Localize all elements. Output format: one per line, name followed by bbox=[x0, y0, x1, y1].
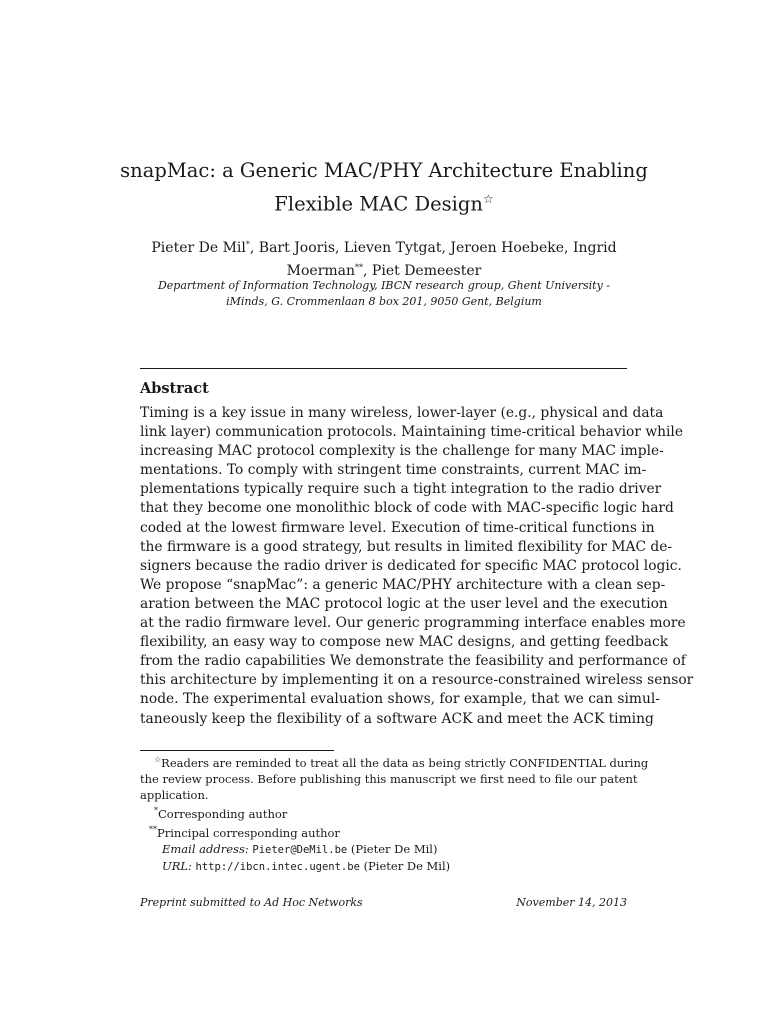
url-label: URL: bbox=[162, 859, 192, 873]
abstract-top-rule bbox=[140, 368, 627, 369]
footnote-principal bbox=[140, 822, 627, 841]
abstract-heading: Abstract bbox=[140, 380, 209, 397]
affiliation-line-2: iMinds, G. Crommenlaan 8 box 201, 9050 Gent, Belgium bbox=[226, 295, 542, 308]
author-names: , Piet Demeester bbox=[363, 263, 482, 279]
author-name: Pieter De Mil bbox=[151, 240, 246, 256]
author-list bbox=[140, 235, 628, 281]
abstract-line: mentations. To comply with stringent time constraints, current MAC im- bbox=[140, 462, 647, 479]
author-mark: ** bbox=[355, 263, 364, 272]
footnote-confidential bbox=[140, 752, 649, 771]
affiliation bbox=[150, 278, 618, 310]
url-link[interactable]: http://ibcn.intec.ugent.be bbox=[195, 861, 360, 873]
footnote-confidential-cont: application. bbox=[140, 788, 209, 802]
footer-date: November 14, 2013 bbox=[516, 896, 627, 909]
abstract-line: signers because the radio driver is dedicated for specific MAC protocol logic. bbox=[140, 557, 682, 574]
footnote-text: Corresponding author bbox=[158, 807, 288, 821]
author-mark: * bbox=[245, 240, 250, 249]
author-names: , Bart Jooris, Lieven Tytgat, Jeroen Hoebeke, Ingrid bbox=[249, 240, 617, 256]
title-line-2: Flexible MAC Design bbox=[274, 192, 483, 216]
footnote-corresponding bbox=[140, 803, 627, 822]
footnote-text: Principal corresponding author bbox=[157, 826, 340, 840]
footnote-text: Readers are reminded to treat all the data as being strictly CONFIDENTIAL during bbox=[161, 756, 649, 770]
abstract-line: coded at the lowest firmware level. Execution of time-critical functions in bbox=[140, 519, 655, 536]
affiliation-line-1: Department of Information Technology, IBCN research group, Ghent University - bbox=[157, 279, 611, 292]
abstract-line: taneously keep the flexibility of a software ACK and meet the ACK timing bbox=[140, 710, 654, 727]
paper-title bbox=[120, 157, 648, 219]
title-line-1: snapMac: a Generic MAC/PHY Architecture Enabling bbox=[120, 159, 648, 182]
abstract-line: from the radio capabilities We demonstrate the feasibility and performance of bbox=[140, 653, 686, 670]
footnote-mark: ** bbox=[149, 825, 157, 834]
abstract-line: Timing is a key issue in many wireless, lower-layer (e.g., physical and data bbox=[140, 405, 664, 421]
abstract-line: the firmware is a good strategy, but results in limited flexibility for MAC de- bbox=[140, 538, 673, 555]
email-label: Email address: bbox=[162, 842, 249, 856]
footnote-url bbox=[140, 858, 627, 875]
abstract-line: at the radio firmware level. Our generic programming interface enables more bbox=[140, 615, 686, 632]
abstract-line: increasing MAC protocol complexity is the challenge for many MAC imple- bbox=[140, 443, 664, 460]
footnote-confidential-cont: the review process. Before publishing this manuscript we first need to file our patent bbox=[140, 772, 638, 786]
abstract-line: flexibility, an easy way to compose new MAC designs, and getting feedback bbox=[140, 634, 669, 651]
footnote-email bbox=[140, 841, 627, 858]
footnote-mark: * bbox=[154, 806, 158, 815]
email-owner: (Pieter De Mil) bbox=[350, 842, 438, 856]
abstract-line: aration between the MAC protocol logic at the user level and the execution bbox=[140, 595, 668, 612]
footer-submission: Preprint submitted to Ad Hoc Networks bbox=[140, 896, 363, 909]
author-name: Moerman bbox=[286, 263, 356, 279]
abstract-line: node. The experimental evaluation shows, for example, that we can simul- bbox=[140, 691, 660, 708]
abstract-line: link layer) communication protocols. Maintaining time-critical behavior while bbox=[140, 424, 684, 441]
abstract-body bbox=[140, 404, 694, 729]
abstract-line: that they become one monolithic block of code with MAC-specific logic hard bbox=[140, 500, 674, 517]
url-owner: (Pieter De Mil) bbox=[363, 859, 451, 873]
abstract-line: plementations typically require such a tight integration to the radio driver bbox=[140, 481, 662, 498]
email-link[interactable]: Pieter@DeMil.be bbox=[252, 844, 348, 856]
abstract-line: this architecture by implementing it on a resource-constrained wireless sensor bbox=[140, 672, 694, 689]
abstract-line: We propose “snapMac”: a generic MAC/PHY architecture with a clean sep- bbox=[140, 576, 666, 593]
footnote-rule bbox=[140, 750, 334, 751]
footnote-mark: ☆ bbox=[154, 755, 162, 764]
footnotes bbox=[140, 752, 649, 875]
title-footnote-mark: ☆ bbox=[482, 192, 494, 206]
